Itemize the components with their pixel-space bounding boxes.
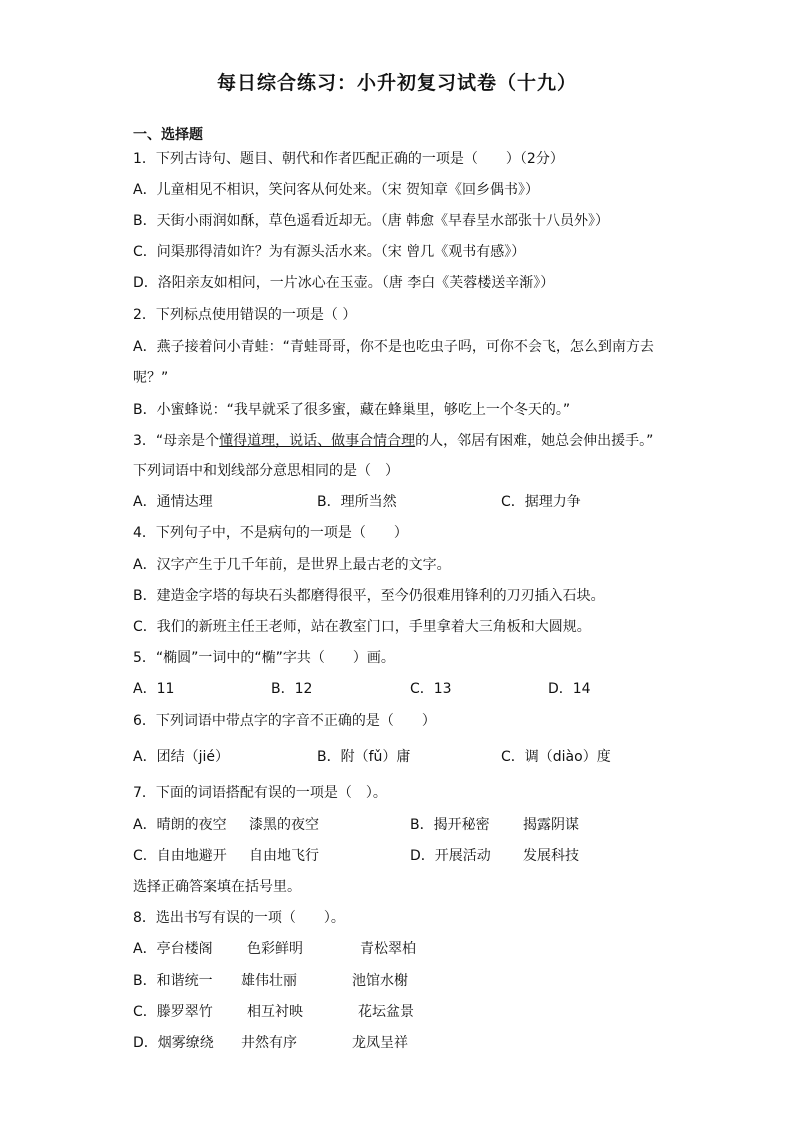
- question-7-option-a-2: 漆黑的夜空: [249, 817, 319, 833]
- question-8-option-d-3: 龙凤呈祥: [352, 1035, 408, 1051]
- question-7-option-c-1: C．自由地避开: [133, 848, 227, 864]
- question-1-option-b: B．天街小雨润如酥，草色遥看近却无。（唐 韩愈《早春呈水部张十八员外》）: [133, 213, 610, 229]
- question-7-option-d-2: 发展科技: [523, 848, 579, 864]
- question-8-stem: 8．选出书写有误的一项（ ）。: [133, 910, 345, 926]
- question-3-stem-pre: 3．“母亲是个: [133, 433, 220, 449]
- question-6-stem: 6．下列词语中带点字的字音不正确的是（ ）: [133, 713, 436, 729]
- question-2-option-a-line1: A．燕子接着问小青蛙：“青蛙哥哥，你不是也吃虫子吗，可你不会飞，怎么到南方去: [133, 339, 654, 355]
- question-3-stem-2: 下列词语中和划线部分意思相同的是（ ）: [133, 463, 399, 479]
- question-7-option-b-2: 揭露阴谋: [523, 817, 579, 833]
- question-3-underlined-phrase: 懂得道理，说话、做事合情合理: [219, 433, 416, 449]
- question-5-option-a: A．11: [133, 681, 175, 697]
- question-7-option-a-1: A．晴朗的夜空: [133, 817, 227, 833]
- question-3-stem-post: 的人，邻居有困难，她总会伸出援手。”: [415, 433, 654, 449]
- question-1-option-c: C．问渠那得清如许？为有源头活水来。（宋 曾几《观书有感》）: [133, 244, 526, 260]
- question-5-option-b: B．12: [271, 681, 313, 697]
- question-5-stem: 5．“椭圆”一词中的“椭”字共（ ）画。: [133, 650, 395, 666]
- question-8-option-a-3: 青松翠柏: [360, 941, 416, 957]
- question-8-option-c-1: C．滕罗翠竹: [133, 1004, 213, 1020]
- question-1-option-d: D．洛阳亲友如相问，一片冰心在玉壶。（唐 李白《芙蓉楼送辛渐》）: [133, 275, 555, 291]
- question-8-option-b-2: 雄伟壮丽: [241, 973, 297, 989]
- question-5-option-d: D．14: [548, 681, 591, 697]
- question-2-stem: 2．下列标点使用错误的一项是（ ）: [133, 307, 357, 323]
- question-2-option-b: B．小蜜蜂说：“我早就采了很多蜜，藏在蜂巢里，够吃上一个冬天的。”: [133, 402, 571, 418]
- question-8-option-d-2: 井然有序: [241, 1035, 297, 1051]
- question-3-option-b: B．理所当然: [317, 494, 397, 510]
- question-8-option-c-2: 相互衬映: [247, 1004, 303, 1020]
- question-1-stem: 1．下列古诗句、题目、朝代和作者匹配正确的一项是（ ）（2分）: [133, 151, 564, 167]
- question-8-option-a-2: 色彩鲜明: [247, 941, 303, 957]
- instruction-text: 选择正确答案填在括号里。: [133, 879, 301, 895]
- question-4-option-a: A．汉字产生于几千年前，是世界上最古老的文字。: [133, 557, 451, 573]
- question-3-option-a: A．通情达理: [133, 494, 213, 510]
- question-8-option-a-1: A．亭台楼阁: [133, 941, 213, 957]
- question-4-stem: 4．下列句子中，不是病句的一项是（ ）: [133, 525, 408, 541]
- question-7-option-c-2: 自由地飞行: [249, 848, 319, 864]
- question-2-option-a-line2: 呢？”: [133, 370, 169, 386]
- question-6-option-b: B．附（fǔ）庸: [317, 749, 411, 765]
- page-title: 每日综合练习：小升初复习试卷（十九）: [216, 72, 577, 94]
- question-6-option-c: C．调（diào）度: [501, 749, 611, 765]
- question-7-option-d-1: D．开展活动: [410, 848, 491, 864]
- question-6-option-a: A．团结（jié）: [133, 749, 229, 765]
- question-7-option-b-1: B．揭开秘密: [410, 817, 490, 833]
- question-8-option-b-3: 池馆水榭: [352, 973, 408, 989]
- question-7-stem: 7．下面的词语搭配有误的一项是（ ）。: [133, 785, 387, 801]
- question-4-option-c: C．我们的新班主任王老师，站在教室门口，手里拿着大三角板和大圆规。: [133, 619, 591, 635]
- section-heading: 一、选择题: [133, 127, 203, 143]
- question-1-option-a: A．儿童相见不相识，笑问客从何处来。（宋 贺知章《回乡偶书》）: [133, 182, 540, 198]
- question-3-stem: [133, 431, 653, 451]
- question-8-option-b-1: B．和谐统一: [133, 973, 213, 989]
- question-5-option-c: C．13: [410, 681, 452, 697]
- question-3-option-c: C．据理力争: [501, 494, 581, 510]
- question-4-option-b: B．建造金字塔的每块石头都磨得很平，至今仍很难用锋利的刀刃插入石块。: [133, 588, 605, 604]
- question-8-option-c-3: 花坛盆景: [358, 1004, 414, 1020]
- question-8-option-d-1: D．烟雾缭绕: [133, 1035, 214, 1051]
